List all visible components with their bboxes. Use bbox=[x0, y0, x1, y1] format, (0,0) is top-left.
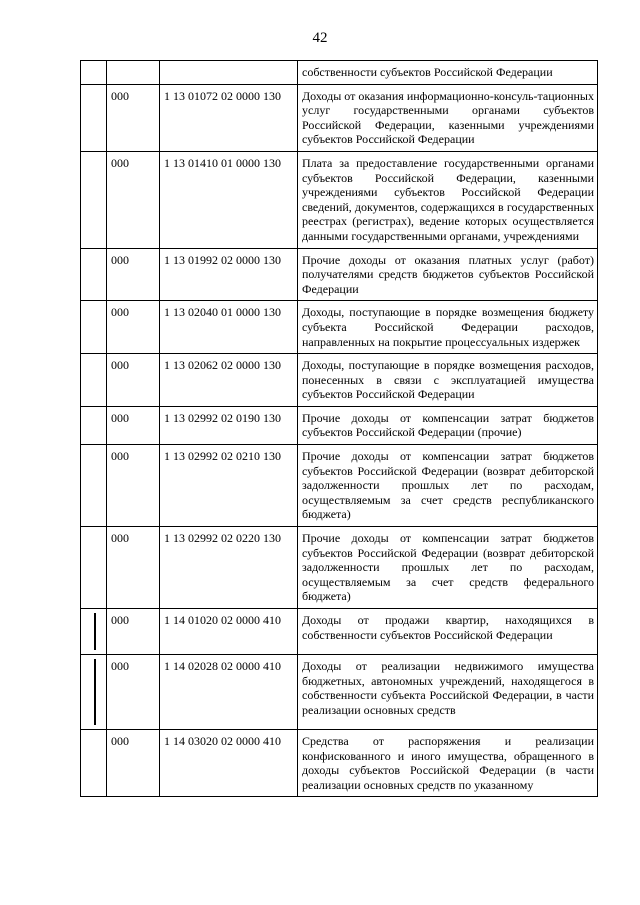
revenue-description-cell: Прочие доходы от оказания платных услуг (работ) получателями средств бюджетов субъектов Российской Федерации bbox=[298, 248, 598, 301]
section-cell bbox=[81, 301, 107, 354]
section-cell bbox=[81, 84, 107, 151]
table-row bbox=[81, 609, 598, 655]
table-row bbox=[81, 248, 598, 301]
revenue-description-cell: Доходы от реализации недвижимого имущества бюджетных, автономных учреждений, находящегося в собственности субъекта Российской Федерации, в части реализации основных средств bbox=[298, 655, 598, 730]
table-row bbox=[81, 445, 598, 527]
section-cell bbox=[81, 445, 107, 527]
table-row bbox=[81, 61, 598, 85]
revenue-description-cell: собственности субъектов Российской Федерации bbox=[298, 61, 598, 85]
section-cell bbox=[81, 151, 107, 248]
revenue-description-cell: Прочие доходы от компенсации затрат бюджетов субъектов Российской Федерации (возврат дебиторской задолженности прошлых лет по расходам, осуществляемым за счет средств республиканского бюджета) bbox=[298, 445, 598, 527]
budget-class-code-cell: 1 14 03020 02 0000 410 bbox=[160, 730, 298, 797]
section-cell bbox=[81, 730, 107, 797]
budget-class-code-cell: 1 13 02992 02 0190 130 bbox=[160, 406, 298, 444]
revenue-description-cell: Средства от распоряжения и реализации конфискованного и иного имущества, обращенного в доходы субъектов Российской Федерации (в части реализации основных средств по указанному bbox=[298, 730, 598, 797]
budget-class-code-cell: 1 13 02992 02 0210 130 bbox=[160, 445, 298, 527]
table-row bbox=[81, 354, 598, 407]
admin-code-cell: 000 bbox=[107, 301, 160, 354]
admin-code-cell: 000 bbox=[107, 655, 160, 730]
admin-code-cell: 000 bbox=[107, 406, 160, 444]
admin-code-cell: 000 bbox=[107, 730, 160, 797]
admin-code-cell: 000 bbox=[107, 527, 160, 609]
admin-code-cell: 000 bbox=[107, 609, 160, 655]
table-row bbox=[81, 730, 598, 797]
budget-class-code-cell: 1 13 02062 02 0000 130 bbox=[160, 354, 298, 407]
revenue-description-cell: Доходы, поступающие в порядке возмещения расходов, понесенных в связи с эксплуатацией имущества субъектов Российской Федерации bbox=[298, 354, 598, 407]
budget-class-code-cell: 1 13 01410 01 0000 130 bbox=[160, 151, 298, 248]
section-marker-bar bbox=[94, 613, 96, 650]
revenue-description-cell: Доходы от продажи квартир, находящихся в собственности субъектов Российской Федерации bbox=[298, 609, 598, 655]
section-cell bbox=[81, 406, 107, 444]
budget-class-code-cell: 1 13 01072 02 0000 130 bbox=[160, 84, 298, 151]
section-marker-bar bbox=[94, 659, 96, 725]
section-cell bbox=[81, 527, 107, 609]
admin-code-cell: 000 bbox=[107, 84, 160, 151]
section-cell bbox=[81, 61, 107, 85]
table-row bbox=[81, 301, 598, 354]
budget-class-code-cell: 1 13 01992 02 0000 130 bbox=[160, 248, 298, 301]
budget-class-code-cell: 1 13 02992 02 0220 130 bbox=[160, 527, 298, 609]
admin-code-cell: 000 bbox=[107, 248, 160, 301]
revenue-description-cell: Прочие доходы от компенсации затрат бюджетов субъектов Российской Федерации (прочие) bbox=[298, 406, 598, 444]
revenue-description-cell: Доходы, поступающие в порядке возмещения бюджету субъекта Российской Федерации расходов, направленных на покрытие процессуальных издержек bbox=[298, 301, 598, 354]
admin-code-cell: 000 bbox=[107, 151, 160, 248]
budget-class-code-cell bbox=[160, 61, 298, 85]
table-row bbox=[81, 151, 598, 248]
admin-code-cell: 000 bbox=[107, 354, 160, 407]
admin-code-cell bbox=[107, 61, 160, 85]
section-cell bbox=[81, 655, 107, 730]
table-row bbox=[81, 527, 598, 609]
budget-class-code-cell: 1 14 01020 02 0000 410 bbox=[160, 609, 298, 655]
table-row bbox=[81, 655, 598, 730]
table-row bbox=[81, 406, 598, 444]
admin-code-cell: 000 bbox=[107, 445, 160, 527]
revenue-description-cell: Плата за предоставление государственными органами субъектов Российской Федерации, казенными учреждениями субъектов Российской Федерации сведений, документов, содержащихся в государственных реестрах (регистрах), ведение которых осуществляется данными государственными органами, учреждениями bbox=[298, 151, 598, 248]
section-cell bbox=[81, 248, 107, 301]
budget-class-code-cell: 1 13 02040 01 0000 130 bbox=[160, 301, 298, 354]
page-number: 42 bbox=[312, 30, 328, 46]
section-cell bbox=[81, 609, 107, 655]
revenue-description-cell: Доходы от оказания информационно-консуль-тационных услуг государственными органами субъектов Российской Федерации, казенными учреждениями субъектов Российской Федерации bbox=[298, 84, 598, 151]
revenue-description-cell: Прочие доходы от компенсации затрат бюджетов субъектов Российской Федерации (возврат дебиторской задолженности прошлых лет по расходам, осуществляемым за счет средств федерального бюджета) bbox=[298, 527, 598, 609]
revenue-codes-table bbox=[80, 60, 598, 797]
section-cell bbox=[81, 354, 107, 407]
budget-class-code-cell: 1 14 02028 02 0000 410 bbox=[160, 655, 298, 730]
table-row bbox=[81, 84, 598, 151]
